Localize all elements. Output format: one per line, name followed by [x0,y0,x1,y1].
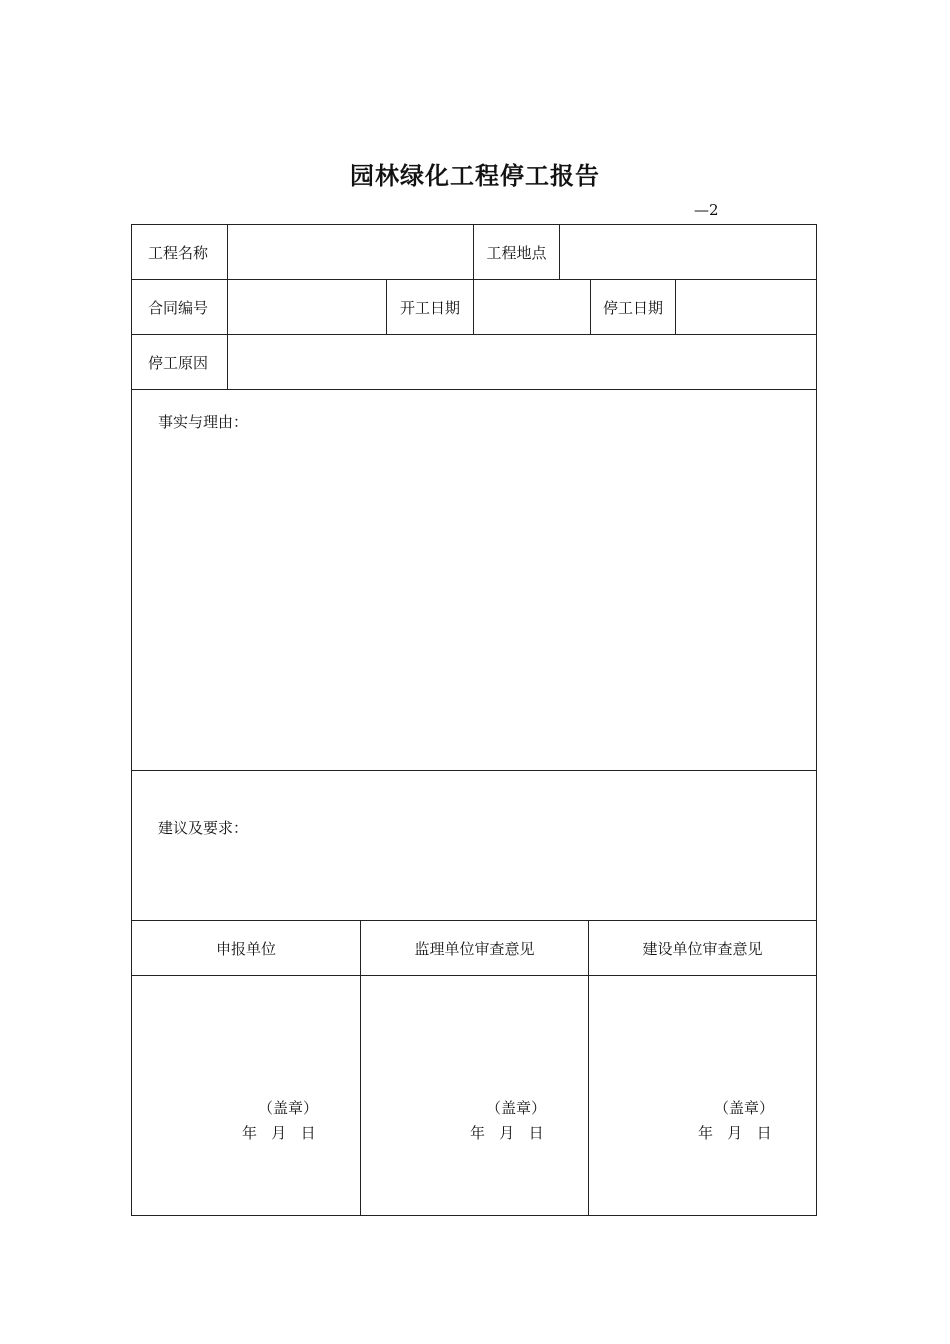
project-name-label-text: 工程名称 [148,243,209,262]
suggestions-section[interactable] [131,770,817,921]
applicant-date: 年 月 日 [242,1124,316,1142]
contract-no-label [131,279,228,335]
stop-date-field[interactable] [675,279,817,335]
owner-review-header [588,920,817,976]
project-location-field[interactable] [559,224,817,280]
applicant-seal: （盖章） [258,1099,319,1117]
owner-review-header-text: 建设单位审查意见 [642,939,763,958]
stop-reason-label [131,334,228,390]
owner-seal: （盖章） [714,1099,775,1117]
start-date-label [386,279,474,335]
stop-date-label [590,279,676,335]
start-date-label-text: 开工日期 [399,298,460,317]
start-date-field[interactable] [473,279,591,335]
stop-date-label-text: 停工日期 [602,298,663,317]
page-title: 园林绿化工程停工报告 [350,162,600,190]
contract-no-field[interactable] [227,279,387,335]
supervisor-review-header-text: 监理单位审查意见 [414,939,535,958]
suggestions-label: 建议及要求： [158,819,249,837]
stop-reason-field[interactable] [227,334,817,390]
applicant-unit-header [131,920,361,976]
applicant-unit-header-text: 申报单位 [215,939,276,958]
owner-sign-box[interactable] [588,975,817,1216]
supervisor-seal: （盖章） [486,1099,547,1117]
project-location-label [473,224,560,280]
form-number: —2 [694,201,719,219]
facts-section[interactable] [131,389,817,771]
applicant-sign-box[interactable] [131,975,361,1216]
facts-label: 事实与理由： [158,413,249,431]
project-location-label-text: 工程地点 [486,243,547,262]
contract-no-label-text: 合同编号 [148,298,209,317]
supervisor-review-header [360,920,589,976]
project-name-field[interactable] [227,224,474,280]
stop-reason-label-text: 停工原因 [148,353,209,372]
owner-date: 年 月 日 [698,1124,772,1142]
supervisor-sign-box[interactable] [360,975,589,1216]
supervisor-date: 年 月 日 [470,1124,544,1142]
project-name-label [131,224,228,280]
